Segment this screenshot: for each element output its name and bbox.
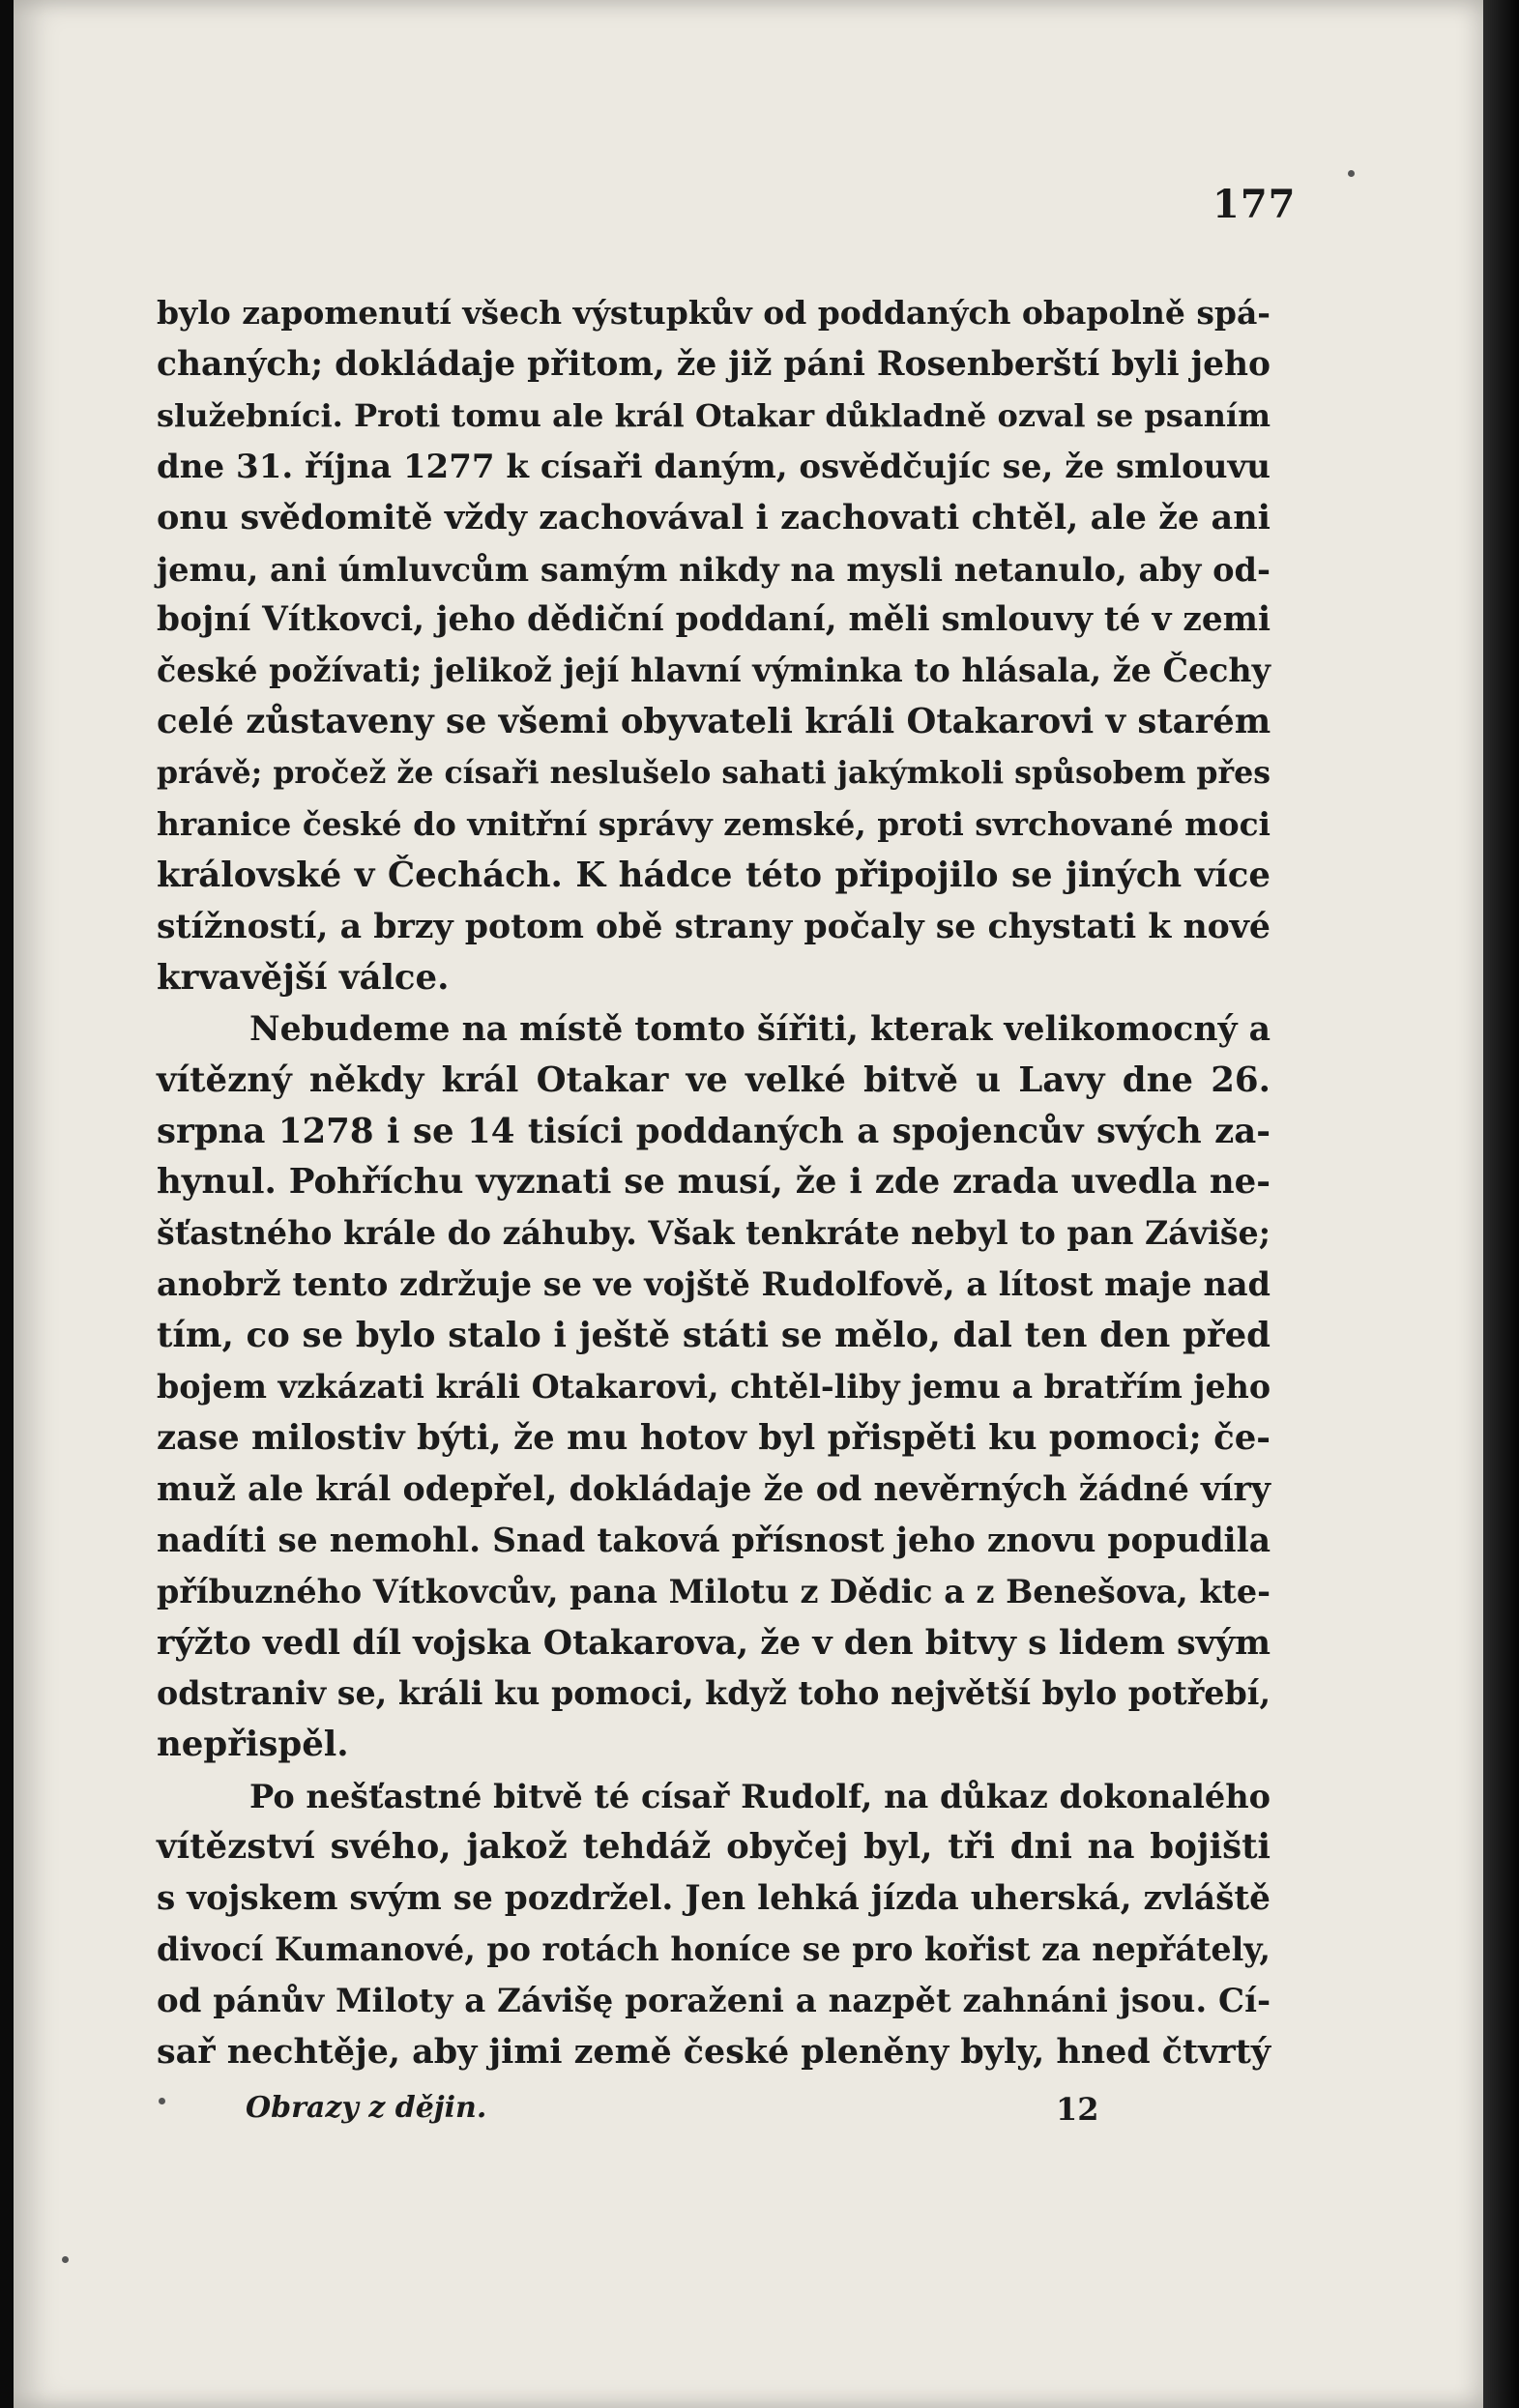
text-line: bylo zapomenutí všech výstupkův od poddaných obapolně spá-: [157, 294, 1271, 332]
text-line: celé zůstaveny se všemi obyvateli králi Otakarovi v starém: [157, 702, 1271, 742]
text-line: právě; pročež že císaři neslušelo sahati jakýmkoli spůsobem přes: [157, 755, 1271, 792]
text-line: stížností, a brzy potom obě strany počaly se chystati k nové: [157, 906, 1271, 946]
text-line: muž ale král odepřel, dokládaje že od nevěrných žádné víry: [157, 1468, 1271, 1509]
text-line: služebníci. Proti tomu ale král Otakar důkladně ozval se psaním: [157, 396, 1271, 434]
speck-mark: [159, 2098, 165, 2104]
page-footer: [157, 2091, 1271, 2139]
text-line: od pánův Miloty a Závišę poraženi a nazpět zahnáni jsou. Cí-: [157, 1981, 1271, 2020]
text-line: odstraniv se, králi ku pomoci, když toho největší bylo potřebí,: [157, 1674, 1271, 1713]
book-page: [14, 0, 1483, 2408]
text-line: srpna 1278 i se 14 tisíci poddaných a spojencův svých za-: [157, 1111, 1271, 1151]
text-line: Po nešťastné bitvě té císař Rudolf, na důkaz dokonalého: [249, 1777, 1271, 1816]
text-line: bojem vzkázati králi Otakarovi, chtěl-liby jemu a bratřím jeho: [157, 1368, 1271, 1407]
text-line: hranice české do vnitřní správy zemské, proti svrchované moci: [157, 805, 1271, 844]
speck-mark: [62, 2256, 69, 2263]
text-line: Nebudeme na místě tomto šířiti, kterak velikomocný a: [249, 1009, 1271, 1049]
text-line: divocí Kumanové, po rotách honíce se pro kořist za nepřátely,: [157, 1930, 1271, 1968]
text-line: chaných; dokládaje přitom, že již páni Rosenberští byli jeho: [157, 344, 1271, 384]
text-line: vítězný někdy král Otakar ve velké bitvě u Lavy dne 26.: [157, 1059, 1271, 1100]
speck-mark: [1348, 170, 1355, 177]
text-line: vítězství svého, jakož tehdáž obyčej byl, tři dni na bojišti: [157, 1827, 1271, 1868]
text-line: krvavější válce.: [157, 957, 450, 998]
text-line: bojní Vítkovci, jeho dědiční poddaní, měli smlouvy té v zemi: [157, 600, 1271, 640]
text-line: dne 31. října 1277 k císaři daným, osvědčujíc se, že smlouvu: [157, 447, 1271, 486]
text-line: sař nechtěje, aby jimi země české pleněny byly, hned čtvrtý: [157, 2031, 1271, 2072]
text-line: královské v Čechách. K hádce této připojilo se jiných více: [157, 855, 1271, 895]
text-line: české požívati; jelikož její hlavní výminka to hlásala, že Čechy: [157, 652, 1271, 690]
text-line: hynul. Pohříchu vyznati se musí, že i zde zrada uvedla ne-: [157, 1162, 1271, 1203]
text-line: jemu, ani úmluvcům samým nikdy na mysli netanulo, aby od-: [157, 549, 1271, 589]
sheet-number: 12: [1056, 2091, 1099, 2128]
text-line: s vojskem svým se pozdržel. Jen lehká jízda uherská, zvláště: [157, 1879, 1271, 1919]
text-line: zase milostiv býti, že mu hotov byl přispěti ku pomoci; če-: [157, 1417, 1271, 1458]
text-line: příbuzného Vítkovcův, pana Milotu z Dědic a z Benešova, kte-: [157, 1572, 1271, 1610]
text-line: nadíti se nemohl. Snad taková přísnost jeho znovu popudila: [157, 1521, 1271, 1560]
body-text: [157, 288, 1271, 2078]
text-line: nepřispěl.: [157, 1725, 349, 1765]
text-line: onu svědomitě vždy zachovával i zachovati chtěl, ale že ani: [157, 497, 1271, 537]
text-line: tím, co se bylo stalo i ještě státi se mělo, dal ten den před: [157, 1316, 1271, 1356]
signature-mark: Obrazy z dějin.: [246, 2091, 487, 2125]
text-line: anobrž tento zdržuje se ve vojště Rudolfově, a lítost maje nad: [157, 1265, 1271, 1304]
scan-edge: [1483, 0, 1519, 2408]
text-line: rýžto vedl díl vojska Otakarova, že v den bitvy s lidem svým: [157, 1622, 1271, 1663]
page-number: 177: [1212, 182, 1297, 227]
text-line: šťastného krále do záhuby. Však tenkráte nebyl to pan Záviše;: [157, 1214, 1271, 1253]
